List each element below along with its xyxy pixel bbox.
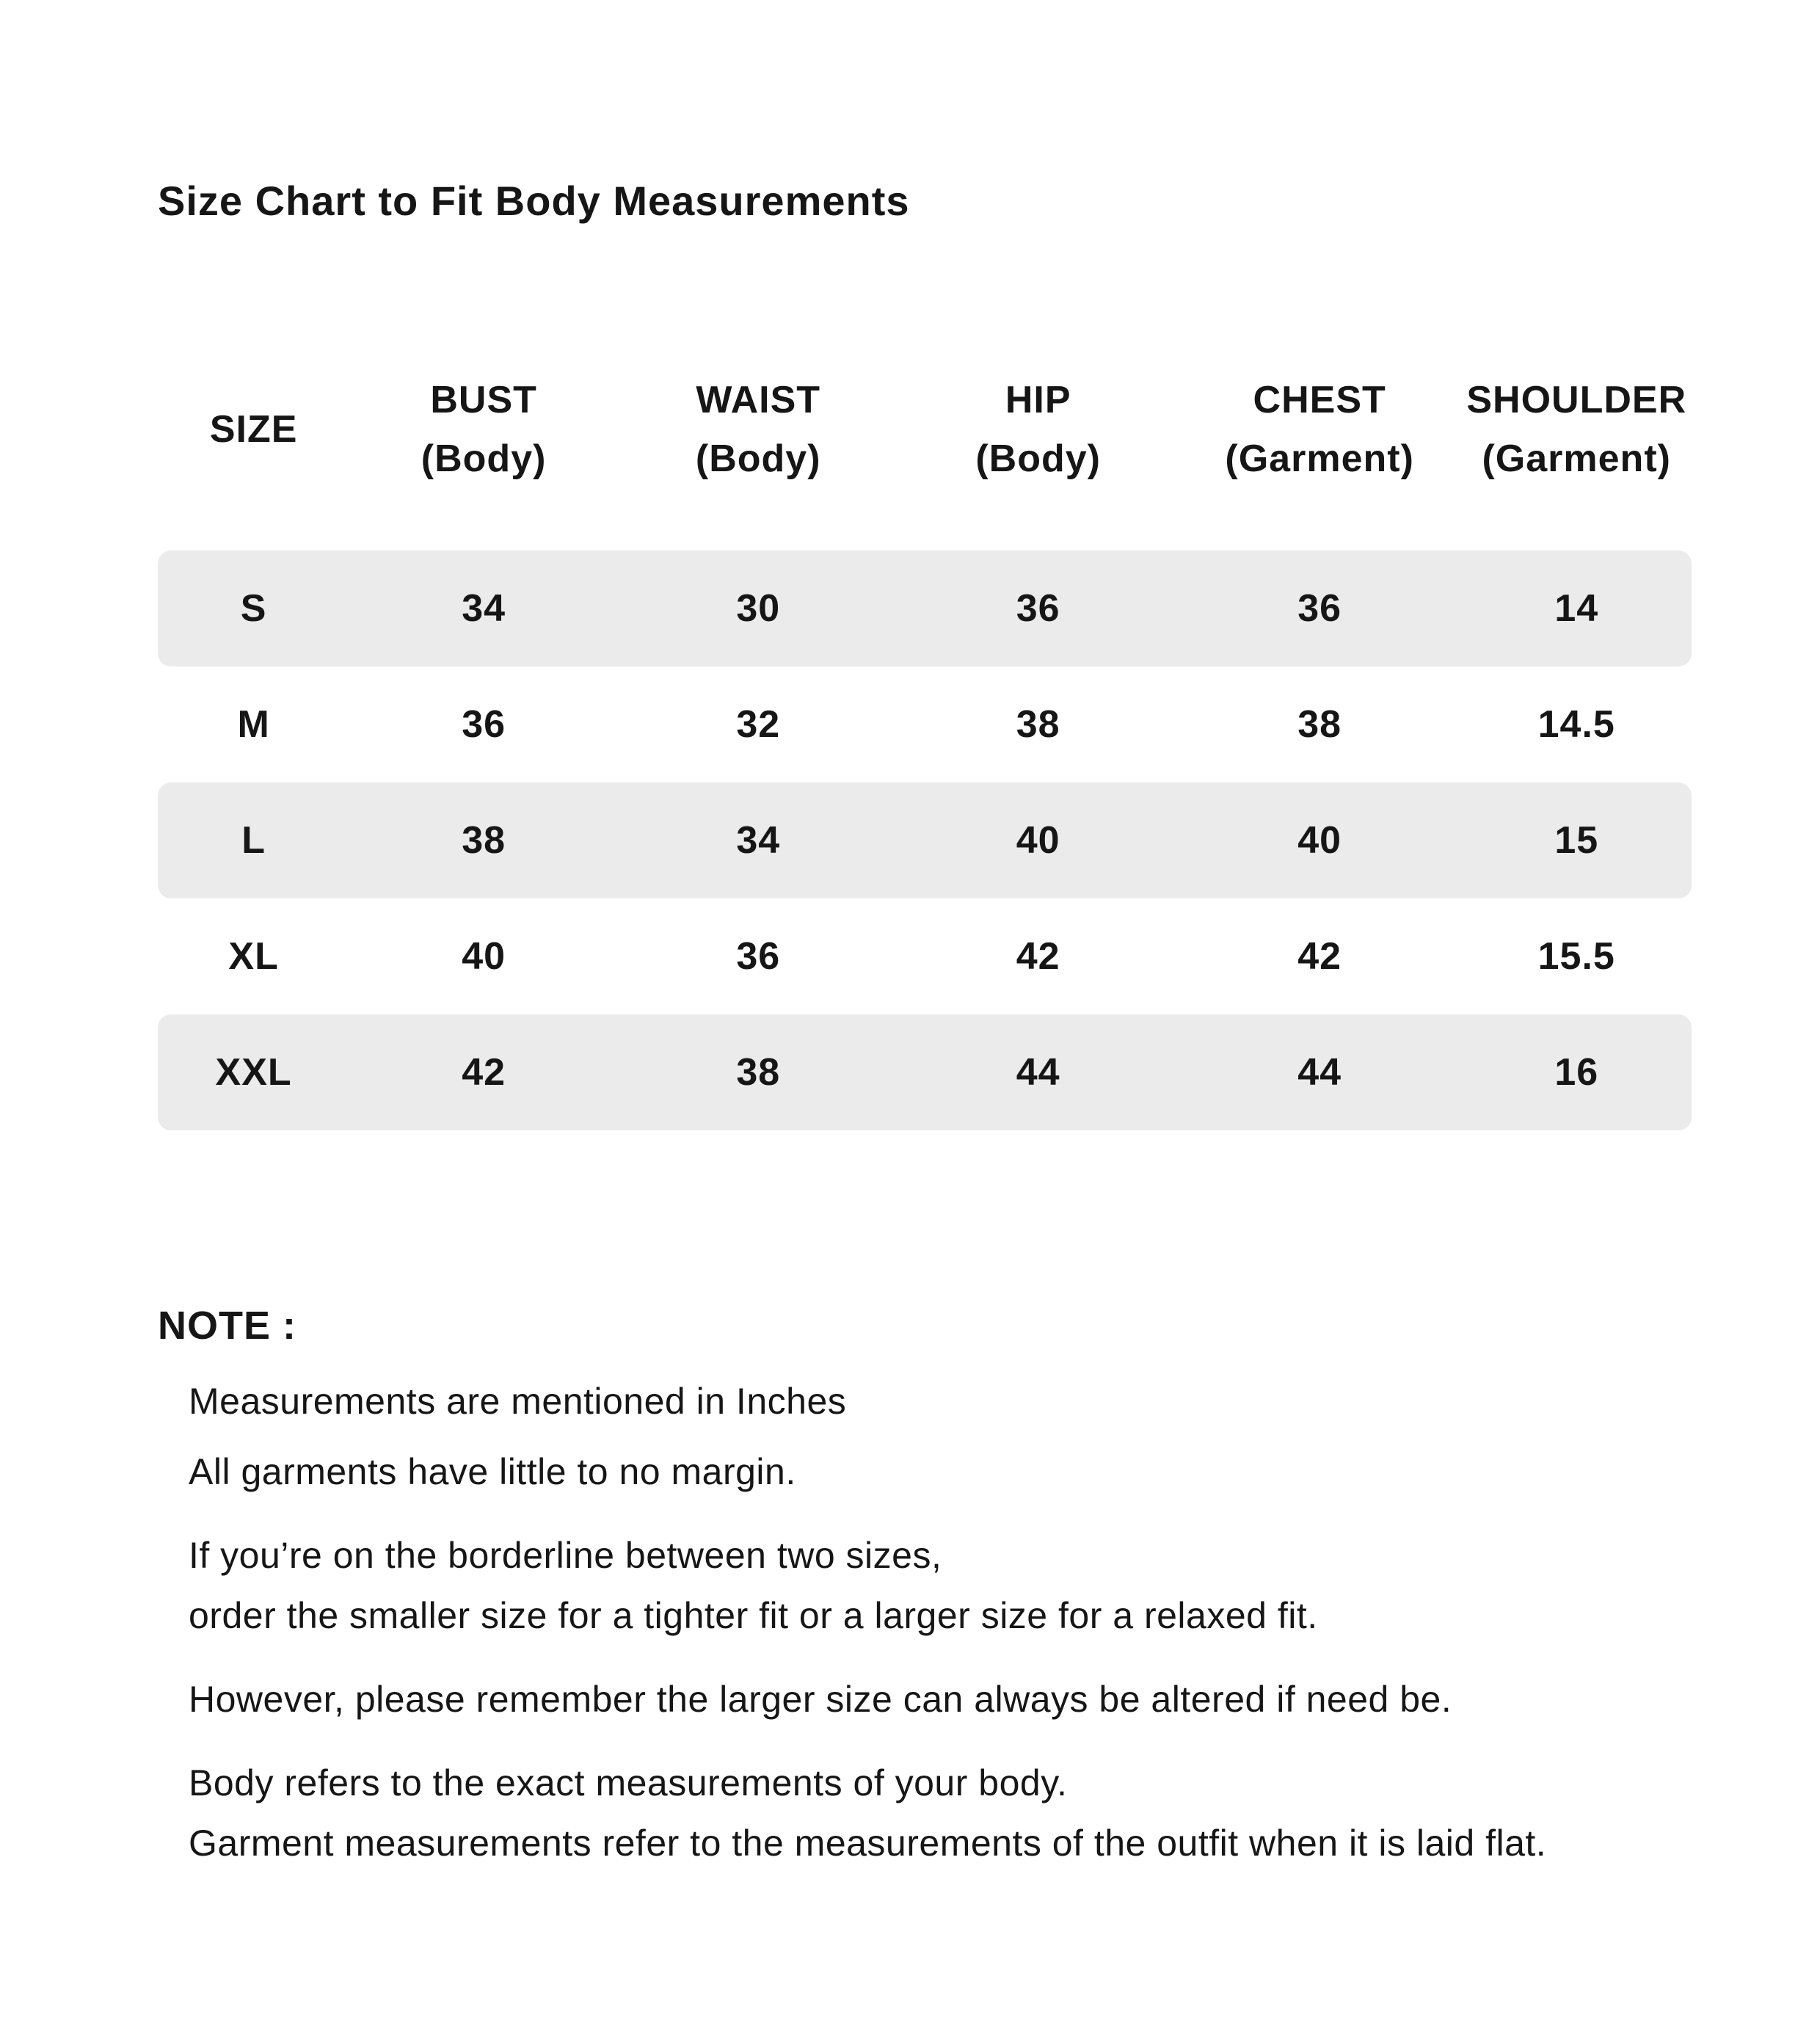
hip-cell: 40 [1016,819,1060,862]
chest-cell: 38 [1297,703,1342,746]
note-line: However, please remember the larger size can always be altered if need be. [189,1679,1452,1720]
note-paragraph [189,1371,1714,1431]
waist-cell: 34 [736,819,781,862]
bust-cell: 40 [462,935,506,978]
column-sublabel: (Body) [975,437,1101,480]
column-header-size [158,400,349,459]
column-sublabel: (Body) [421,437,547,480]
note-line: All garments have little to no margin. [189,1451,796,1492]
size-cell: XXL [215,1051,292,1094]
note-line: Measurements are mentioned in Inches [189,1381,847,1422]
note-paragraph [189,1442,1714,1502]
note-line: Body refers to the exact measurements of your body. [189,1762,1068,1803]
size-cell: L [241,819,266,862]
note-line: order the smaller size for a tighter fit or a larger size for a relaxed fit. [189,1595,1318,1636]
column-header-hip [898,371,1177,488]
hip-cell: 42 [1016,935,1060,978]
bust-cell: 38 [462,819,506,862]
shoulder-cell: 15.5 [1537,935,1615,978]
note-body [189,1371,1714,1873]
size-chart-table [158,352,1692,1130]
hip-cell: 36 [1016,587,1060,630]
column-label: WAIST [696,379,821,421]
chest-cell: 40 [1297,819,1342,862]
note-paragraph [189,1669,1714,1729]
column-label: CHEST [1253,379,1386,421]
waist-cell: 32 [736,703,781,746]
chest-cell: 36 [1297,587,1342,630]
column-sublabel: (Body) [695,437,821,480]
table-row-xxl [158,1014,1692,1130]
column-header-waist [618,371,898,488]
waist-cell: 36 [736,935,781,978]
column-header-shoulder [1461,371,1692,488]
bust-cell: 34 [462,587,506,630]
size-cell: M [237,703,270,746]
waist-cell: 30 [736,587,781,630]
waist-cell: 38 [736,1051,781,1094]
note-line: If you’re on the borderline between two sizes, [189,1535,942,1576]
note-line: Garment measurements refer to the measurements of the outfit when it is laid flat. [189,1823,1547,1864]
shoulder-cell: 16 [1554,1051,1599,1094]
column-label: BUST [430,379,537,421]
bust-cell: 42 [462,1051,506,1094]
column-label: HIP [1005,379,1071,421]
shoulder-cell: 14.5 [1537,703,1615,746]
column-header-bust [349,371,618,488]
shoulder-cell: 15 [1554,819,1599,862]
column-label: SIZE [209,408,298,451]
table-row-xl [158,898,1692,1014]
column-label: SHOULDER [1466,379,1687,421]
column-sublabel: (Garment) [1225,437,1414,480]
note-heading: NOTE : [158,1304,296,1348]
column-sublabel: (Garment) [1482,437,1671,480]
size-cell: XL [228,935,279,978]
note-section [158,1302,1714,1897]
shoulder-cell: 14 [1554,587,1599,630]
table-header-row [158,352,1692,551]
chest-cell: 42 [1297,935,1342,978]
table-row-l [158,782,1692,898]
hip-cell: 38 [1016,703,1060,746]
hip-cell: 44 [1016,1051,1060,1094]
column-header-chest [1178,371,1462,488]
size-cell: S [240,587,267,630]
table-row-s [158,551,1692,666]
chest-cell: 44 [1297,1051,1342,1094]
table-row-m [158,666,1692,782]
note-paragraph [189,1525,1714,1646]
bust-cell: 36 [462,703,506,746]
page-title: Size Chart to Fit Body Measurements [158,178,910,224]
note-paragraph [189,1753,1714,1873]
